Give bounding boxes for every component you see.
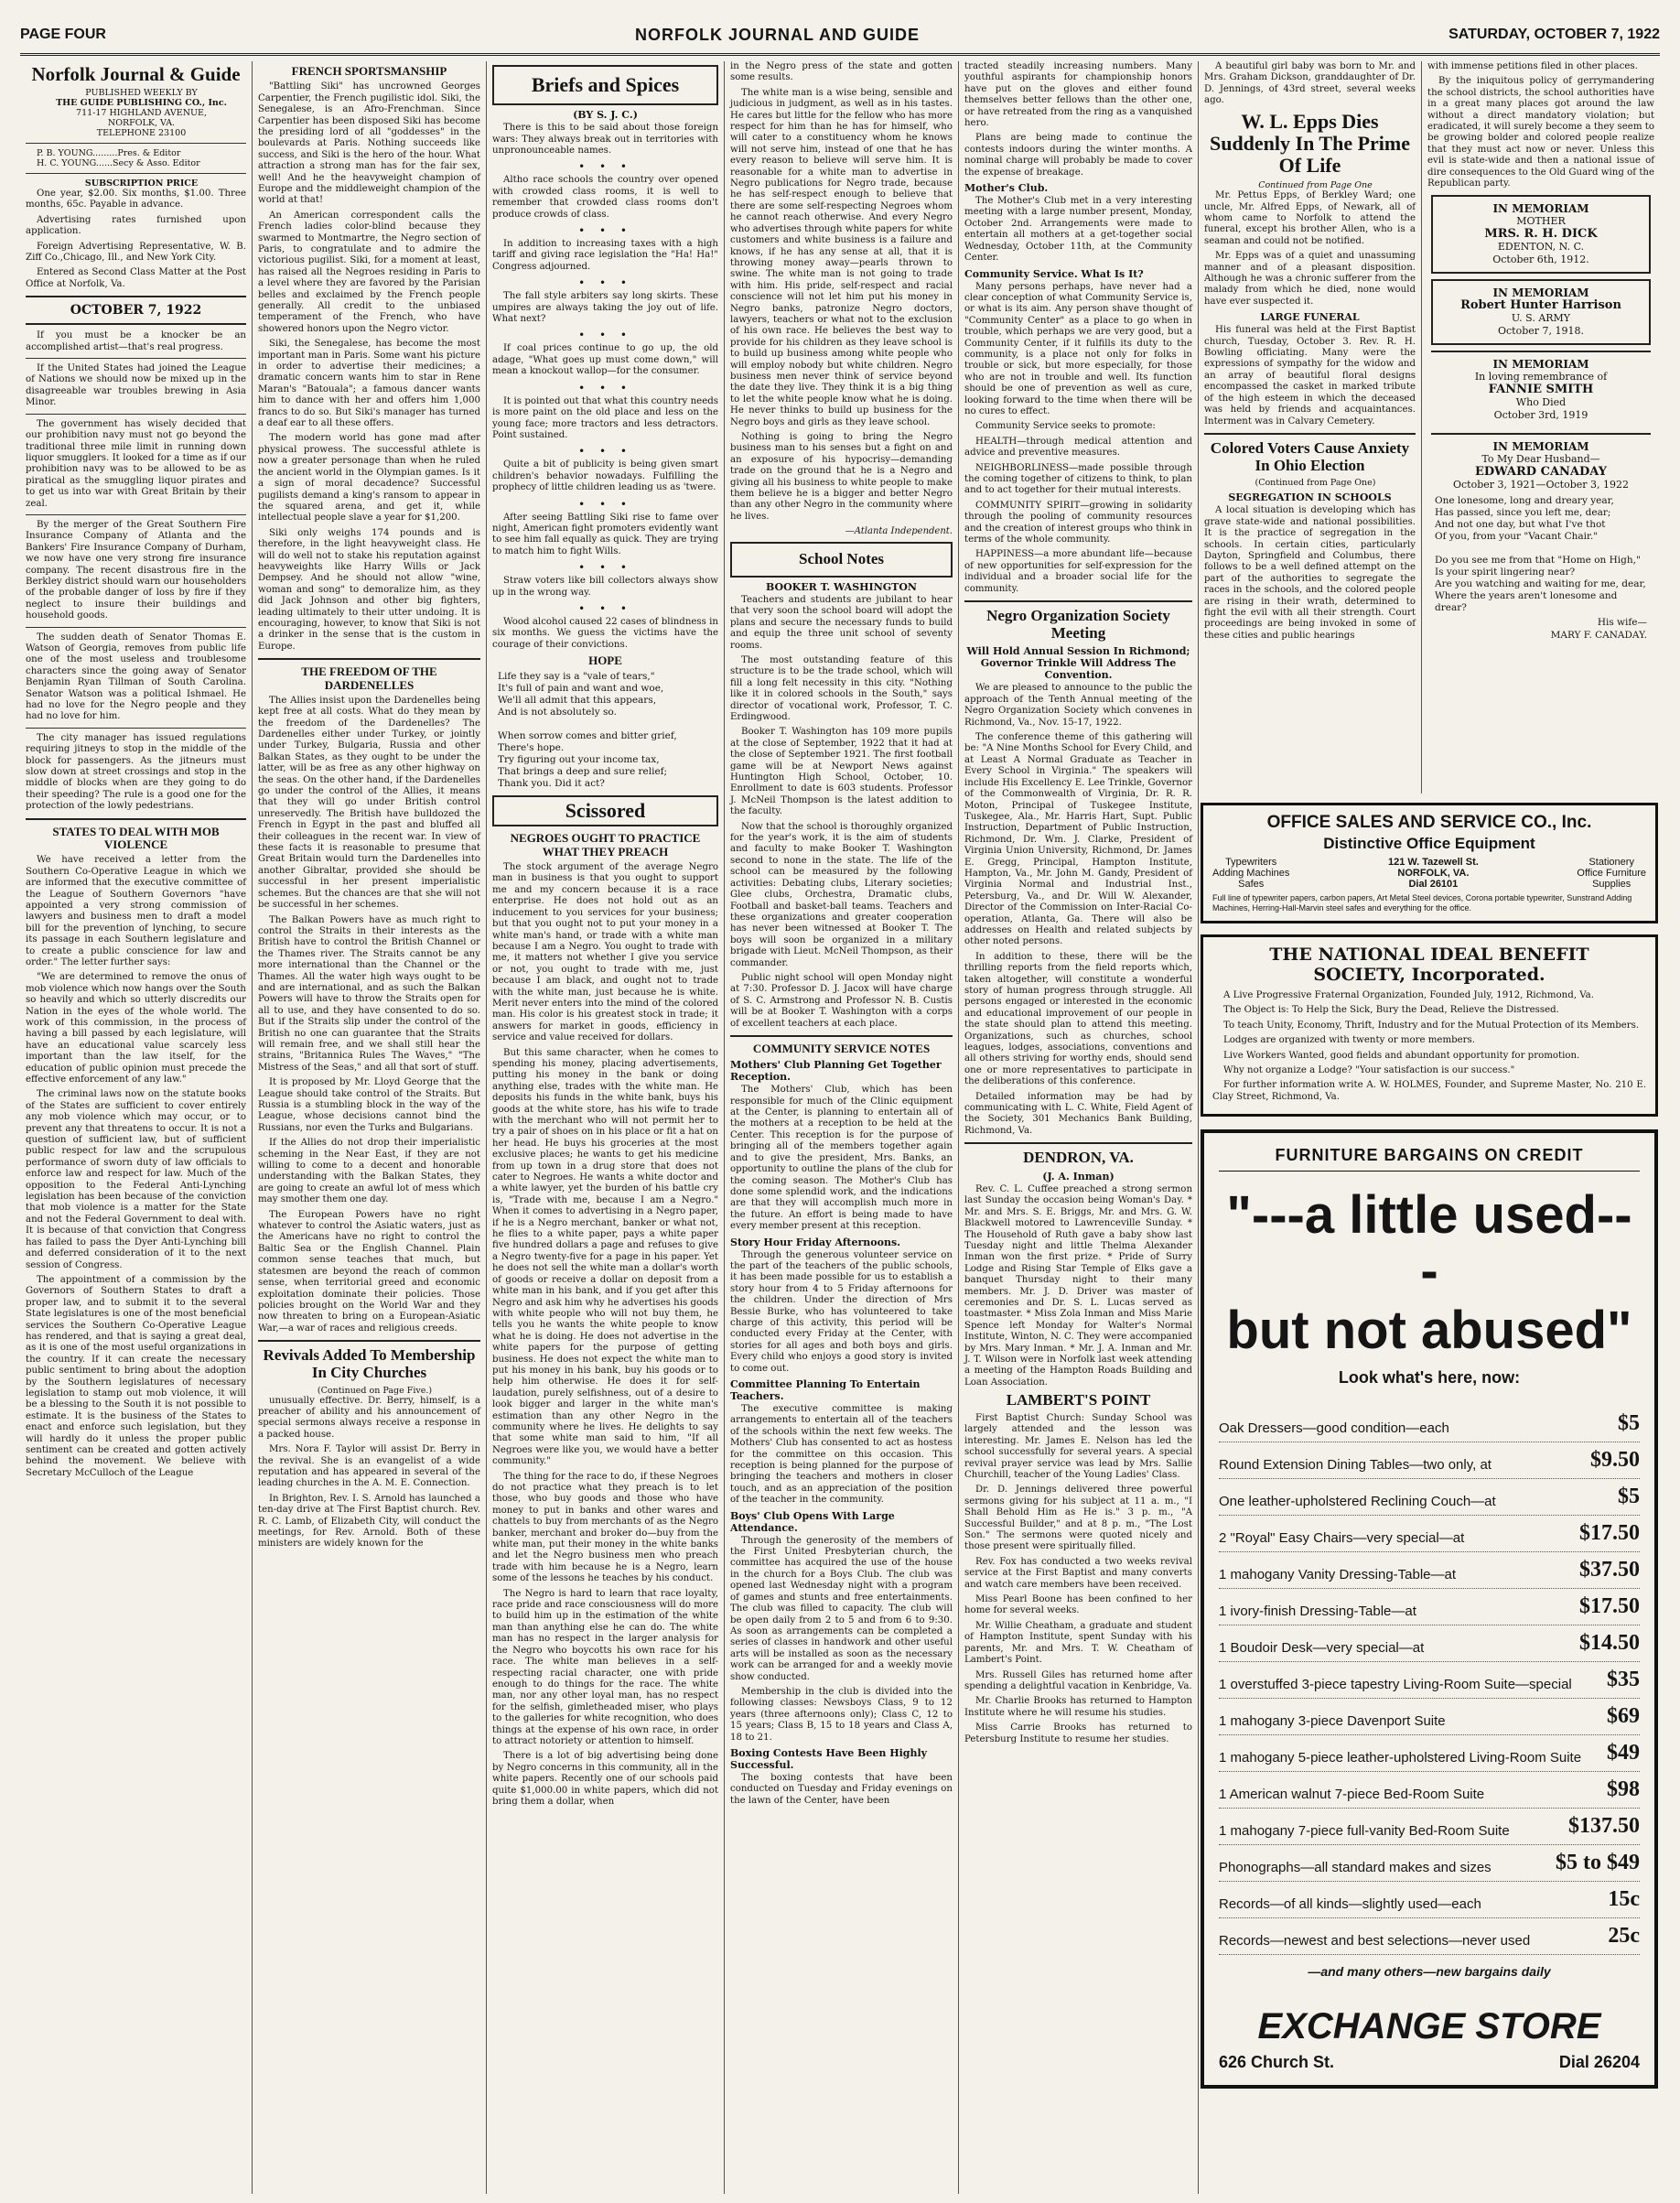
furniture-item-name: Records—newest and best selections—never used [1219, 1932, 1531, 1949]
furniture-item-price: $17.50 [1579, 1593, 1640, 1618]
article-para: The thing for the race to do, if these Negroes do not practice what they preach is to let those, who buy goods and those who have money to put in banks and other wares and chattels to buy from merchants of as the Negro banker, merchant and broker do—buy from the white man, put their money in the white banks and let the Negro business men who preach trade with him because he is a Negro, learn some of the lessons he teaches by his conduct. [492, 1471, 718, 1584]
brief-para: If coal prices continue to go up, the old adage, "What goes up must come down," will mean a knockout wallop—for the consumer. [492, 343, 718, 377]
headline-briefs-spices: Briefs and Spices [531, 73, 680, 96]
entered-second-class: Entered as Second Class Matter at the Post Office at Norfolk, Va. [26, 267, 246, 289]
masthead-staff-2: H. C. YOUNG......Secy & Asso. Editor [37, 158, 200, 168]
article-para: COMMUNITY SPIRIT—growing in solidarity through the pooling of community resources and the creation of interest groups who think in terms of the whole community. [964, 500, 1192, 545]
continued-note: (Continued on Page Five.) [317, 1385, 433, 1396]
furniture-item-name: 1 mahogany 3-piece Davenport Suite [1219, 1712, 1446, 1729]
furniture-item [1219, 1735, 1640, 1772]
furniture-item-name: 1 American walnut 7-piece Bed-Room Suite [1219, 1786, 1485, 1802]
article-para: The Mother's Club met in a very interesting meeting with a large number present, Monday, October 2nd. Arrangements were made to entertain all mothers at a get-together social Wednesday, October 11th, at the Community Center. [964, 196, 1192, 264]
brief-para: There is this to be said about those foreign wars: They always break out in territories with unpronounceable names. [492, 123, 718, 156]
brief-para: After seeing Battling Siki rise to fame over night, American fight promoters evidently want to see him fall equally as quick. They are trying to match him to fight Wills. [492, 512, 718, 556]
article-para: His funeral was held at the First Baptist church, Tuesday, October 3. Rev. R. H. Bowling officiating. Many were the expressions of sympathy for the widow and an array of beautiful floral designs encompassed the casket in marked tribute of the high esteem in which the deceased was held by friends and acquaintances. Interment was in Calvary Cemetery. [1204, 325, 1416, 427]
article-para: Mrs. Nora F. Taylor will assist Dr. Berry in the revival. She is an evangelist of a wide reputation and has appeared in several of the leading churches in the A. M. E. Connection. [258, 1444, 480, 1489]
brief-para: Altho race schools the country over opened with crowded class rooms, it is well to remember that crowded class rooms don't produce crowds of class. [492, 175, 718, 220]
furniture-item [1219, 1772, 1640, 1809]
continued-note: (Continued from Page One) [1255, 478, 1376, 489]
article-para: Nothing is going to bring the Negro business man to his senses but a fight on and an exposure of his hypocrisy—demanding trade on the ground that he is a Negro and giving all his business to white people to make them believe he is a bigger and better Negro than any other Negro in the community where he lives. [730, 432, 953, 522]
furniture-item-price: $14.50 [1579, 1630, 1640, 1655]
masthead-published: PUBLISHED WEEKLY BY [85, 88, 198, 98]
article-para: Mr. Charlie Brooks has returned to Hampton Institute where he will resume his studies. [964, 1696, 1192, 1718]
article-para: By the iniquitous policy of gerrymandering the school districts, the school authorities have in a great many places got around the law without a direct mandatory violation; but eradicated, it will surely become a they seem to be growing bolder and colored people realize that they must act now or never. Unless this evil is state-wide and then a national issue of dire consequences to the Old Guard wing of the Republican party. [1427, 76, 1654, 189]
column-6 [1199, 61, 1422, 794]
memorial-harrison [1431, 279, 1651, 345]
office-sales-ad [1201, 803, 1658, 923]
byline: (BY S. J. C.) [573, 109, 638, 122]
furniture-item-price: $69 [1607, 1703, 1640, 1728]
article-para: The appointment of a commission by the Governors of Southern States to draft a proper law, and to submit it to the several State legislatures is one of the most beneficial services the Southern Co-Operative League has rendered, and that is saying a great deal, as it is one of the most useful organizations in the country. If it can create the necessary public sentiment to bring about the adoption by the Southern legislatures of necessary legislation to stamp out mob violence, it will be a blessing to the South it is not possible to estimate. It is the business of the States to enact and enforce such legislation, but they will hardly do it unless the proper public sentiment can be created and gotten actively behind the movement. We believe with Secretary McCulloch of the League [26, 1274, 246, 1478]
article-para: The conference theme of this gathering will be: "A Nine Months School for Every Child, and at Least A Normal Graduate as Teacher in Every School in Virginia." The speakers will include His Excellency E. Lee Trinkle, Governor of the Commonwealth of Virginia, Dr. R. R. Moton, Principal of Tuskegee Institute, Tuskegee, Ala., Mr. Harris Hart, Supt. Public Instruction, Department of Public Instruction, Richmond, Dr. Wm. J. Clarke, President of Virginia Union University, Richmond, Dr. James E. Gregg, Principal, Hampton Institute, Hampton, Va., Mr. John M. Gandy, President of Virginia Normal and Industrial Inst., Petersburg, Va., and Dr. Will W. Alexander, Director of the Commission on Inter-Racial Co-operation, Atlanta, Ga. There will also be addresses on Health and related subjects by other noted persons. [964, 732, 1192, 947]
subhead: Story Hour Friday Afternoons. [730, 1236, 901, 1248]
editorial-para: The city manager has issued regulations requiring jitneys to stop in the middle of the block for passengers. As the jitneurs must slow down at street crossings and stop in the middle of blocks when are they going to do their speeding? The rule is a good one for the protection of the lowly pedestrians. [26, 732, 246, 812]
page-number: PAGE FOUR [20, 27, 106, 42]
subhead: Boxing Contests Have Been Highly Successful. [730, 1746, 928, 1771]
furniture-item-name: 1 overstuffed 3-piece tapestry Living-Room Suite—special [1219, 1676, 1572, 1692]
furniture-item-price: $49 [1607, 1740, 1640, 1765]
article-para: The modern world has gone mad after physical prowess. The successful athlete is now a greater personage than when he ruled the ancient world in the Olympian games. Is it a sign of moral decadence? Successful pugilists demand a king's ransom to appear in the squared arena, and get it, while intellectual people slave a year for $1,200. [258, 433, 480, 524]
article-para: In addition to these, there will be the thrilling reports from the field reports which, taken altogether, will constitute a wonderful story of human progress through struggle. All persons engaged or interested in the economic and educational improvement of our people in the state should plan to attend this meeting. Organizations, such as churches, school leagues, lodges, associations, conventions and all others striving for worthy ends, should send one or more representatives to participate in the deliberations of this conference. [964, 951, 1192, 1087]
memorial-canaday [1431, 433, 1651, 647]
column-4 [725, 61, 959, 2194]
brief-para: In addition to increasing taxes with a high tariff and giving race legislation the "Ha! Ha!" Congress adjourned. [492, 239, 718, 272]
article-para: Now that the school is thoroughly organized for the year's work, it is the aim of students and faculty to make Booker T. Washington second to none in the state. The life of the school can be measured by the following activities: Debating clubs, Literary societies; Glee clubs, Orchestra, Dramatic clubs, Football and basket-ball teams. Teachers and these organizations and greater cooperation has never been witnessed at Booker T. The boys will soon be organized in a military brigade with Lieut. McNeil Thompson, as their commander. [730, 821, 953, 968]
article-para: The Mothers' Club, which has been responsible for much of the Clinic equipment at the Center, is planning to entertain all of the mothers at a reception to be held at the Center. This reception is for the purpose of bringing all of the members together again and to give the president, Mrs. Banks, an opportunity to outline the plans of the club for the coming season. The Mother's Club has done some splendid work, and the indications are that they will accomplish much more in the future. An effort is being made to have every member present at this reception. [730, 1085, 953, 1232]
article-para: HAPPINESS—a more abundant life—because of new opportunities for self-expression for the individual and a broader social life for the community. [964, 549, 1192, 594]
furniture-item [1219, 1699, 1640, 1735]
ad-title-2: SOCIETY, Incorporated. [1313, 965, 1545, 985]
article-para: An American correspondent calls the French ladies color-blind because they swarmed to Montmartre, the Negro section of Paris, to congratulate and to admire the victorious pugilist. Siki, for a moment at least, has raised all the Negroes residing in Paris to a level where they are favored by the Parisian belles and exclaimed by the French people generally. All credit to the unbiased temperament of the French, who have showered honors upon the Negro victor. [258, 210, 480, 334]
ad-note: Full line of typewriter papers, carbon papers, Art Metal Steel devices, Corona portable typewriter, Sunstrand Adding Machines, Herring-Hall-Marvin steel safes and everything for the office. [1212, 893, 1632, 913]
ad-subtitle: Distinctive Office Equipment [1323, 835, 1535, 852]
article-para: Miss Pearl Boone has been confined to her home for several weeks. [964, 1594, 1192, 1616]
folio-line [20, 16, 1660, 56]
headline-mob-violence: STATES TO DEAL WITH MOB VIOLENCE [52, 824, 220, 851]
column-3: Briefs and Spices (BY S. J. C.) There is this to be said about those foreign wars: They always break out in territories with unpronounceable names. • • • Altho race schools the country over opened with crowded class rooms, it is well to remember that crowded class rooms don't produce crowds of class. • • • In addition to increasing taxes with a high tariff and giving race legislation the "Ha! Ha!" Congress adjourned. • • • The fall style arbiters say long skirts. These umpires are always taking the joy out of life. What next? • • • If coal prices continue to go up, the old adage, "What goes up must come down," will mean a knockout wallop—for the consumer. • • • It is pointed out that what this country needs is more paint on the old place and less on the young face; more tractors and less detractors. Point sustained. • • • Quite a bit of publicity is being given smart children's behavior nowadays. Fulfilling the prophecy of little children leading us as 'twere. • • • After seeing Battling Siki rise to fame over night, American fight promoters evidently want to see him fall equally as quick. They are trying to match him to fight Wills. • • • Straw voters like bill collectors always show up in the wrong way. • • • Wood alcohol caused 22 cases of blindness in six months. We guess the victims have the courage of their convictions. HOPE Life they say is a "vale of tears," It's full of pain and want and woe, We'll all admit that this appears, And is not absolutely so. When sorrow comes and bitter grief, There's hope. Try figuring out your income tax, That brings a deep and sure relief; Thank you. Did it act? Scissored NEGROES OUGHT TO PRACTICE WHAT THEY PREACH The stock argument of the average Negro man in business is that you ought to support me and my concern because it is a race enterprise. He does not hold out as an inducement to you services for your business; but that you ought not to put your money in a white man's hand, or trade with a white man because I am a Negro. You ought to trade with me, it matters not whether I give you service or not, you ought to trade with me, just because I am black, and ought not to trade with the white man, just because he is white. Merit never enters into the mind of the colored man. His color is his greatest stock in trade; it answers for market in goods, efficiency in service and value received for dollars. But this same character, when he comes to spending his money, placing advertisements, putting his money in the bank or doing anything else, trades with the white man. He deposits his funds in the white bank, buys his goods at the white store, has his wife to trade with the merchant who will not permit her to try a pair of shoes on in his place or fit a hat on her head. He buys his groceries at the most exclusive places; he wants to get his medicine from up town in a drug store that does not cater to Negroes. He wants a white doctor and a white lawyer, yet the burden of his battle cry is, "Trade with me, because I am a Negro." When it comes to advertising in a Negro paper, if he is a Negro merchant, banker or what not, he flies to a white paper, pays a white paper five hundred dollars a page and refuses to give a Negro twenty-five for a page in his paper. Yet he does not sell the white man a dollar's worth of goods or receive a dollar on deposit from a white man in his bank, and if you get after this Negro and ask him why he advertises his goods with white people who will not buy them, he tells you he wants the white people to know what he is doing. He does not advertise in the white papers for the purpose of getting business. He does not expect the white man to put his money in his bank, buy his goods or to help him otherwise. He does it for self-laudation, purely selfishness, out of a desire to look bigger and larger in the white man's estimation than any other Negro in the community where he lives. He delights to say that some white man said to him, "If all Negroes were like you, we would have a better community." The thing for the race to do, if these Negroes do not practice what they preach is to let those, who buy goods and those who have money to put in banks and other wares and chattels to buy from merchants of as the Negro banker, merchant and broker do—buy from the white man, put their money in the white banks and let the Negro business men who preach trade with him because he is a Negro, learn some of the lessons he teaches by his conduct. The Negro is hard to learn that race loyalty, race pride and race consciousness will do more to build him up in the estimation of the white man than anything else he can do. The white man has no respect in the larger analysis for the Negro who boycotts his own race for his race. The white man believes in a self-respecting racial character, one with pride enough to do things for the race. The white man, nor any other loyal man, has no respect for the selfish, gimletheaded miser, who plays to the galleries for white recognition, who does things at the expense of his own race, in order to attract notoriety or attention to himself. There is a lot of big advertising being done by Negro concerns in this community, all in the white papers. Recently one of our schools paid quite $1,000.00 in white papers, which did not bring them a dollar, when [487, 61, 725, 2194]
article-para: Detailed information may be had by communicating with L. C. White, Field Agent of the Society, 301 Mechanics Bank Building, Richmond, Va. [964, 1091, 1192, 1136]
memorial-smith [1431, 351, 1651, 427]
article-para: Siki only weighs 174 pounds and is therefore, in the light heavyweight class. He will do well not to stake his reputation against heavyweights like Harry Wills or Jack Dempsey. And he should not allow "wine, woman and song" to demoralize him, as they did Jack Johnson and other big fighters, leading ultimately to their utter undoing. It is encouraging, however, to know that Siki is not a drinker in the sense that is the custom in Europe. [258, 527, 480, 652]
memorial-verse: One lonesome, long and dreary year, Has passed, since you left me, dear; And not one day, but what I've thot Of you, from your "Vacant Chair." Do you see me from that "Home on High," Is your spirit lingering near? Are you watching and waiting for me, dear, Where the years aren't lonesome and drear? [1435, 495, 1646, 614]
headline-french-sportsmanship: FRENCH SPORTSMANSHIP [291, 64, 447, 78]
furniture-item-price: $137.50 [1568, 1813, 1640, 1838]
headline-epps: W. L. Epps Dies Suddenly In The Prime Of Life [1209, 109, 1411, 177]
ad-look: Look what's here, now: [1338, 1367, 1521, 1387]
ad-para: Live Workers Wanted, good fields and abundant opportunity for promotion. [1223, 1050, 1580, 1061]
furniture-item [1219, 1662, 1640, 1699]
furniture-item [1219, 1516, 1640, 1552]
subhead: Mother's Club. [964, 182, 1049, 195]
memorial-name: Robert Hunter Harrison [1460, 298, 1621, 313]
subhead: Boys' Club Opens With Large Attendance. [730, 1509, 895, 1534]
article-para: The European Powers have no right whatever to control the Asiatic waters, just as the Americans have no right to control the Baltic Sea or the English Channel. Plain common sense teaches that much, but statesmen are beyond the reach of common sense, when territorial greed and economic exploitation dominate their policies. Those policies brought on the World War and they now threaten to bring on a European-Asiatic War,—a war of races and religious creeds. [258, 1209, 480, 1334]
newspaper-title: NORFOLK JOURNAL AND GUIDE [635, 25, 921, 44]
headline-lamberts-point: LAMBERT'S POINT [1006, 1391, 1151, 1409]
brief-para: Wood alcohol caused 22 cases of blindness in six months. We guess the victims have the courage of their convictions. [492, 616, 718, 650]
article-para: Mr. Pettus Epps, of Berkley Ward; one uncle, Mr. Alfred Epps, of Newark, all of whom came to Norfolk to attend the funeral, except his brother Allen, who is a seaman and could not be notified. [1204, 190, 1416, 246]
masthead-address: 711-17 HIGHLAND AVENUE, [76, 108, 207, 118]
furniture-item-price: $5 to $49 [1556, 1850, 1640, 1874]
editorial-para: The government has wisely decided that our prohibition navy must not go beyond the traditional three mile limit in running down liquor smugglers. It looked for a time as if our prohibition navy was to be allowed to be as piratical as the smuggling liquor pirates and to get us into war with Great Britain by their zeal. [26, 418, 246, 509]
article-para: Through the generous volunteer service on the part of the teachers of the public schools, it has been made possible for us to establish a story hour from 4 to 5 Friday afternoons for the children. Under the direction of Mrs Bessie Burke, who has volunteered to take charge of this activity, this period will be conducted every Friday at the Center, with stories for all ages and both boys and girls. Every child who enjoys a good story is invited to come out. [730, 1249, 953, 1374]
furniture-item-name: 2 "Royal" Easy Chairs—very special—at [1219, 1529, 1465, 1546]
memorial-place: EDENTON, N. C. [1497, 241, 1585, 254]
article-para: Rev. Fox has conducted a two weeks revival service at the First Baptist and many converts and watch care members have been received. [964, 1556, 1192, 1590]
headline-revivals: Revivals Added To Membership In City Churches [263, 1346, 476, 1381]
ad-title: OFFICE SALES AND SERVICE CO., Inc. [1266, 813, 1592, 832]
ad-right: Stationery Office Furniture Supplies [1577, 857, 1646, 890]
brief-para: Straw voters like bill collectors always show up in the wrong way. [492, 576, 718, 598]
memorial-title: IN MEMORIAM [1492, 202, 1589, 216]
article-para: A local situation is developing which has grave state-wide and national possibilities. It is the practice of segregation in the schools. In certain cities, particularly Dayton, Springfield and Columbus, there follows to be a well defined attempt on the part of the authorities to segregate the races in the schools, and the colored people are rising in their wrath, determined to fight the evil with all their strength. Court proceedings are being invoked in some of these cities and public hearings [1204, 505, 1416, 641]
masthead-staff-1: P. B. YOUNG.........Pres. & Editor [37, 148, 181, 158]
headline-school-notes: School Notes [798, 550, 885, 568]
article-para: But this same character, when he comes to spending his money, placing advertisements, putting his money in the bank or doing anything else, trades with the white man. He deposits his funds in the white bank, buys his goods at the white store, has his wife to trade with the merchant who will not permit her to try a pair of shoes on in his place or fit a hat on her head. He buys his groceries at the most exclusive places; he wants to get his medicine from up town in a drug store that does not cater to Negroes. He wants a white doctor and a white lawyer, yet the burden of his battle cry is, "Trade with me, because I am a Negro." When it comes to advertising in a Negro paper, if he is a Negro merchant, banker or what not, he flies to a white paper, pays a white paper five hundred dollars a page and refuses to give a Negro twenty-five for a page in his paper. Yet he does not sell the white man a dollar's worth of goods or receive a dollar on deposit from a white man in his bank, and if you get after this Negro and ask him why he advertises his goods with white people who will not buy them, he tells you he wants the white people to know what he is doing. He does not advertise in the white papers for the purpose of getting business. He does not expect the white man to put his money in his bank, buy his goods or to help him otherwise. He does it for self-laudation, purely selfishness, out of a desire to look bigger and larger in the white man's estimation than any other Negro in the community where he lives. He delights to say that some white man said to him, "If all Negroes were like you, we would have a better community." [492, 1047, 718, 1467]
subhead: Mothers' Club Planning Get Together Reception. [730, 1059, 942, 1084]
furniture-item-price: $37.50 [1579, 1557, 1640, 1582]
article-para: Membership in the club is divided into the following classes: Newsboys Class, 9 to 12 years (three afternoons only); Class C, 12 to 15 years; Class B, 15 to 18 years and Class A, 18 to 21. [730, 1686, 953, 1743]
memorial-place: U. S. ARMY [1511, 312, 1571, 325]
article-para: Siki, the Senegalese, has become the most important man in Paris. Some want his picture in order to advertise their medicines; a dramatic concern wants him to star in Rene Maran's "Batouala"; a famous dancer wants him to dance with her and offers him 1,000 francs to do so. But Siki's manager has turned a deaf ear to all these offers. [258, 339, 480, 429]
article-para: The Balkan Powers have as much right to control the Straits in their interests as the British have to control the British Channel or the Thames river. The Straits cannot be any more international than the Channel or the Thames. All the water high ways ought to be and are international, and as such the Balkan Powers will have to throw the Straits open for all to use, and they have consented to do so. But if the Straits slip under the control of the British no one can guarantee that the Straits will remain free, and we shall still hear the strains, "Britannica Rules The Waves," "The Mistress of the Seas," and all that sort of stuff. [258, 914, 480, 1073]
editorial-para: The sudden death of Senator Thomas E. Watson of Georgia, removes from public life one of the most useless and troublesome characters since the going away of Senator Benjamin Ryan Tillman of South Carolina. Senator Watson was a political Ishmael. He had no love for the Negro people and they had no love for him. [26, 632, 246, 722]
subscription-title: SUBSCRIPTION PRICE [84, 178, 199, 189]
furniture-item-name: Records—of all kinds—slightly used—each [1219, 1895, 1481, 1912]
furniture-item [1219, 1442, 1640, 1479]
issue-date: SATURDAY, OCTOBER 7, 1922 [1448, 27, 1660, 42]
ad-para: To teach Unity, Economy, Thrift, Industry and for the Mutual Protection of its Members. [1223, 1020, 1640, 1031]
article-para: unusually effective. Dr. Berry, himself, is a preacher of ability and his announcement of special sermons always receive a response in a packed house. [258, 1395, 480, 1440]
poem-title: HOPE [588, 653, 622, 668]
column-2 [253, 61, 487, 2194]
article-para: tracted steadily increasing numbers. Many youthful aspirants for championship honors have put on the gloves and either found themselves better fellows than the other one, or have retreated from the ring as a vanquished hero. [964, 61, 1192, 129]
article-para: The executive committee is making arrangements to entertain all of the teachers of the schools within the next few weeks. The Mothers' Club has consented to act as hostess for the committee on this occasion. This reception is being planned for the purpose of bringing the teachers and mothers in closer touch, and as an appreciation of the position of the teacher in the community. [730, 1404, 953, 1506]
ad-para: A Live Progressive Fraternal Organization, Founded July, 1912, Richmond, Va. [1223, 990, 1594, 1000]
foreign-advertising: Foreign Advertising Representative, W. B. Ziff Co.,Chicago, Ill., and New York City. [26, 241, 246, 264]
article-para: HEALTH—through medical attention and advice and preventive measures. [964, 436, 1192, 459]
store-address: 626 Church St. [1219, 2052, 1335, 2071]
furniture-item [1219, 1625, 1640, 1662]
article-para: In Brighton, Rev. I. S. Arnold has launched a ten-day drive at The First Baptist church. Rev. R. C. Lamb, of Elizabeth City, will conduct the meetings, for Rev. Arnold. Both of these ministers are widely known for the [258, 1493, 480, 1550]
article-para: A beautiful girl baby was born to Mr. and Mrs. Graham Dickson, granddaughter of Dr. D. Jennings, of 43rd street, several weeks ago. [1204, 61, 1416, 106]
subhead: Committee Planning To Entertain Teachers. [730, 1378, 921, 1403]
article-para: in the Negro press of the state and gotten some results. [730, 61, 953, 83]
furniture-item [1219, 1809, 1640, 1845]
article-para: If the Allies do not drop their imperialistic scheming in the Near East, if they are not willing to come to a decent and honorable understanding with the Balkan States, they are going to create an awful lot of mess which may smother them one day. [258, 1138, 480, 1205]
memorial-date: October 3, 1921—October 3, 1922 [1452, 479, 1630, 491]
right-region [1199, 61, 1660, 2194]
memorial-name: FANNIE SMITH [1488, 383, 1594, 397]
article-para: Through the generosity of the members of the First United Presbyterian church, the committee has acquired the use of the house in the church for a Boys Club. The club was opened last Wednesday night with a program of games and stunts and free entertainments. The club was filled to capacity. The club will be open daily from 2 to 5 and from 6 to 9:30. As soon as arrangements can be completed a series of classes in handwork and other useful arts will be installed as soon as the necessary work can be arranged for and a weekly movie show conducted. [730, 1535, 953, 1682]
editorial-para: If you must be a knocker be an accomplished artist—that's real progress. [26, 330, 246, 352]
article-para: It is proposed by Mr. Lloyd George that the League should take control of the Straits. But Russia is a stumbling block in the way of the League, whose decisions cannot bind the Russians, nor even the Turks and Bulgarians. [258, 1077, 480, 1133]
subscription-text: One year, $2.00. Six months, $1.00. Three months, 65c. Payable in advance. [26, 189, 246, 211]
ad-para: Why not organize a Lodge? "Your satisfaction is our success." [1223, 1065, 1515, 1076]
deck: Will Hold Annual Session In Richmond; Governor Trinkle Will Address The Convention. [966, 645, 1190, 682]
article-para: The Negro is hard to learn that race loyalty, race pride and race consciousness will do more to build him up in the estimation of the white man than anything else he can do. The white man has no respect in the larger analysis for the Negro who boycotts his own race for his race. The white man believes in a self-respecting racial character, one with pride enough to do things for the race. The white man, nor any other loyal man, has no respect for the selfish, gimletheaded miser, who plays to the galleries for white recognition, who does things at the expense of his own race, in order to attract notoriety or attention to himself. [492, 1588, 718, 1746]
continued-note: Continued from Page One [1258, 180, 1373, 191]
masthead-telephone: TELEPHONE 23100 [96, 128, 187, 138]
article-para: Mrs. Russell Giles has returned home after spending a delightful vacation in Kenbridge, Va. [964, 1669, 1192, 1691]
masthead-name: Norfolk Journal & Guide [31, 63, 241, 85]
masthead-publisher: THE GUIDE PUBLISHING CO., Inc. [56, 98, 227, 108]
article-para: Dr. D. Jennings delivered three powerful sermons giving for his subject at 11 a. m., "I Shall Behold Him as He is." 3 p. m., "A Successful Builder," and at 8 p. m., "The Lost Son." The sermons were quoted nicely and those present were spiritually filled. [964, 1485, 1192, 1552]
memorial-date: October 7, 1918. [1497, 325, 1584, 338]
article-para: We have received a letter from the Southern Co-Operative League in which we are informed that the executive committee of the League of Southern Governors "have appointed a very strong commission of lawyers and business men to draft a model bill for the prevention of lynching, to secure its passage in each Southern legislature and to create a public conscience for law and order." The letter further says: [26, 855, 246, 967]
article-source: —Atlanta Independent. [845, 526, 953, 537]
article-para: The boxing contests that have been conducted on Tuesday and Friday evenings on the lawn of the Center, have been [730, 1772, 953, 1806]
ad-para: For further information write A. W. HOLMES, Founder, and Supreme Master, No. 210 E. Clay Street, Richmond, Va. [1212, 1080, 1646, 1102]
article-para: The Allies insist upon the Dardenelles being kept free at all costs. What do they mean by the freedom of the Dardenelles? The Dardenelles either under Turkey, or jointly under Turkey, Bulgaria, Russia and other Balkan States, as they ought to be under the latter, will be as free as any other highway on the seas. On the other hand, if the Dardenelles go under the control of the Allies, it means that they will go under British control unreservedly. The British have bulldozed the French in Egypt in the past and bluffed all their colleagues in the recent war. In view of these facts it is reasonable to presume that Great Britain would turn the Dardenelles into another Gibraltar, provided she should be successful in her present imperialistic schemes. But the chances are that she will not be successful in her schemes. [258, 695, 480, 911]
furniture-item-name: 1 mahogany 5-piece leather-upholstered Living-Room Suite [1219, 1749, 1582, 1766]
article-para: Rev. C. L. Cuffee preached a strong sermon last Sunday the occasion being Woman's Day. * Mr. and Mrs. S. E. Briggs, Mr. and Mrs. G. W. Blackwell motored to Lawrenceville Sunday. * The Household of Ruth gave a baby show last Tuesday night and little Thelma Alexander Inman won the first prize. * Pride of Surry Lodge and Rising Star Temple of Elks gave a banquet Thursday night to their many members. Mr. J. D. Driver was master of ceremonies and Dr. S. L. Lucas served as toastmaster. * Miss Zola Inman and Miss Marie Spence left Monday for Walter's Normal Institute, Winton, N. C. They were accompanied by Mrs. Mary Inman. * Mr. J. A. Inman and Mr. J. T. Wilson were in Norfolk last week attending a meeting of the Hampton Roads Building and Loan Association. [964, 1183, 1192, 1388]
furniture-item-price: $9.50 [1590, 1447, 1640, 1472]
masthead-city: NORFOLK, VA. [107, 118, 176, 128]
article-para: Booker T. Washington has 109 more pupils at the close of September, 1922 that it had at the close of September 1921. The first football game will be at Newport News against Huntington High School, October, 10. Enrollment to date is 603 students. Professor J. McNeil Thompson is the latest addition to the faculty. [730, 727, 953, 817]
article-para: Miss Carrie Brooks has returned to Petersburg Institute to resume her studies. [964, 1722, 1192, 1744]
furniture-item-name: 1 ivory-finish Dressing-Table—at [1219, 1603, 1416, 1619]
memorial-name: EDWARD CANADAY [1474, 465, 1608, 480]
column-1 [20, 61, 253, 2194]
article-para: Community Service seeks to promote: [975, 421, 1156, 432]
article-para: First Baptist Church: Sunday School was largely attended and the lesson was interesting. Mr. James E. Nelson has led the school successfully for several years. A special revival prayer service was lead by Mrs. Sallie Churchill, teacher of the Young Ladies' Class. [964, 1412, 1192, 1480]
article-para: NEIGHBORLINESS—made possible through the coming together of citizens to think, to plan and to act together for their mutual interests. [964, 462, 1192, 496]
memorial-date: October 6th, 1912. [1492, 254, 1589, 266]
memorial-date: October 3rd, 1919 [1493, 409, 1588, 422]
furniture-item-price: $17.50 [1579, 1520, 1640, 1545]
memorial-signature: His wife— MARY F. CANADAY. [1550, 617, 1647, 642]
article-para: Mr. Willie Cheatham, a graduate and student of Hampton Institute, spent Sunday with his parents, Mr. and Mrs. T. W. Cheatham of Lambert's Point. [964, 1620, 1192, 1666]
editorial-para: If the United States had joined the League of Nations we should now be mixed up in the disagreeable war troubles brewing in Asia Minor. [26, 363, 246, 408]
ad-title: FURNITURE BARGAINS ON CREDIT [1219, 1146, 1640, 1172]
furniture-item-price: $35 [1607, 1667, 1640, 1691]
ad-title: THE NATIONAL IDEAL BENEFIT [1269, 945, 1589, 965]
headline-negroes-practice: NEGROES OUGHT TO PRACTICE WHAT THEY PREACH [510, 831, 701, 859]
subhead: Community Service. What Is It? [964, 267, 1144, 280]
ad-foot: —and many others—new bargains daily [1308, 1963, 1551, 1979]
furniture-item-name: Oak Dressers—good condition—each [1219, 1420, 1449, 1436]
furniture-item-name: 1 Boudoir Desk—very special—at [1219, 1639, 1425, 1656]
article-para: Plans are being made to continue the contests indoors during the winter months. A nominal charge will probably be made to cover the expense of breakage. [964, 133, 1192, 178]
brief-para: It is pointed out that what this country needs is more paint on the old place and less on the young face; more tractors and less detractors. Point sustained. [492, 395, 718, 440]
article-para: Many persons perhaps, have never had a clear conception of what Community Service is, or what is its aim. Any person shave thought of "Community Center" as a place to go when in trouble, which perhaps we are very good, but a Community Center, if it fulfills its duty to the community, is a place not only for folks in trouble or sick, but more especially, for those who are not in trouble and well. Its function should be one of prevention as well as cure, looking forward to the time when there will be no cures to effect. [964, 281, 1192, 416]
furniture-item-name: 1 mahogany 7-piece full-vanity Bed-Room Suite [1219, 1822, 1510, 1839]
memorial-line: In loving remembrance of [1474, 371, 1608, 383]
headline-negro-organization: Negro Organization Society Meeting [986, 607, 1170, 642]
article-para: The criminal laws now on the statute books of the States are sufficient to cover entirely any mob violence which may occur, or to prevent any that threatens to occur. It is not a question of sufficient law, but of sufficient public respect for law and the scrupulous performance of sworn duty of law officials to enforce law and respect for law. Much of the opposition to the Federal Anti-Lynching legislation has been because of the conviction that mob violence is a matter for the State and not the Federal Government to deal with. It is because of that conviction that Congress has failed to pass the Dyer Anti-Lynching bill and deferred consideration of it to the next session of Congress. [26, 1089, 246, 1270]
store-phone: Dial 26204 [1558, 2052, 1640, 2071]
article-para: The most outstanding feature of this structure is to be the trade school, which will fill a long felt necessity in this city. "Nothing like it in colored schools in the South," says director of vocational work, Professor, T. C. Erdingwood. [730, 654, 953, 722]
memorial-dick [1431, 195, 1651, 274]
article-para: The white man is a wise being, sensible and judicious in judgment, as well as in his tastes. He cares but little for the fellow who has more respect for him than he has for himself, who will cater to a constituency whom he knows will not serve him, instead of one that he has every reason to believe will serve him. It is reasonable for a white man to advertise in Negro publications for Negro trade, because he has self-respect enough to believe that there are some self-respecting Negroes whom he cannot reach otherwise. And every Negro who advertises through white papers for white customers and white business is a failure and knows, if he has any sense at all, that it is throwing money away—pearls thrown to swine. The white man is not going to trade with him. His pride, self-respect and racial conscience will not let him put his money in Negro banks, patronize Negro doctors, lawyers, teachers or what not to the exclusion of his own race. He believes the best way to provide for his children as they leave school is to build up business among white people who will employ nobody but white children. Negro business men never think of service beyond the date they live. They think it is a big thing to let the white people know what he is doing. He never thinks to build up business for the Negro boys and girls as they leave school. [730, 87, 953, 427]
brief-para: Quite a bit of publicity is being given smart children's behavior nowadays. Fulfilling the prophecy of little children leading us as 'twere. [492, 459, 718, 493]
furniture-item-price: 15c [1608, 1886, 1640, 1911]
brief-para: The fall style arbiters say long skirts. These umpires are always taking the joy out of life. What next? [492, 291, 718, 325]
furniture-list [1219, 1406, 1640, 1955]
article-para: Teachers and students are jubilant to hear that very soon the school board will adopt the plans and secure the necessary funds to build and equip the three unit school of seventy rooms. [730, 594, 953, 651]
ad-slogan-2: but not abused" [1226, 1301, 1632, 1361]
advertising-text: Advertising rates furnished upon application. [26, 214, 246, 237]
ideal-benefit-ad [1201, 934, 1658, 1117]
furniture-item-price: $5 [1618, 1484, 1640, 1508]
poem-text: Life they say is a "vale of tears," It's full of pain and want and woe, We'll all admit that this appears, And is not absolutely so. When sorrow comes and bitter grief, There's hope. Try figuring out your income tax, That brings a deep and sure relief; Thank you. Did it act? [498, 671, 677, 790]
memorial-place: Who Died [1515, 396, 1567, 409]
column-7 [1422, 61, 1660, 794]
article-para: There is a lot of big advertising being done by Negro concerns in this community, all in the white papers. Recently one of our schools paid quite $1,000.00 in white papers, which did not bring them a dollar, when [492, 1751, 718, 1807]
subhead: SEGREGATION IN SCHOOLS [1228, 491, 1392, 504]
furniture-item [1219, 1479, 1640, 1516]
headline-dardenelles: THE FREEDOM OF THE DARDENELLES [301, 664, 437, 692]
memorial-name: MRS. R. H. DICK [1484, 227, 1598, 242]
memorial-line: To My Dear Husband— [1481, 453, 1600, 466]
scissored-banner: Scissored [492, 795, 718, 826]
memorial-title: IN MEMORIAM [1492, 440, 1589, 454]
memorial-line: MOTHER [1516, 215, 1566, 228]
headline-dendron: DENDRON, VA. [1023, 1149, 1134, 1167]
furniture-item [1219, 1406, 1640, 1442]
school-name: BOOKER T. WASHINGTON [766, 580, 917, 593]
furniture-item-name: One leather-upholstered Reclining Couch—at [1219, 1493, 1496, 1509]
furniture-item [1219, 1845, 1640, 1882]
furniture-ad [1201, 1129, 1658, 2089]
furniture-item-price: $5 [1618, 1410, 1640, 1435]
furniture-item-name: Phonographs—all standard makes and sizes [1219, 1859, 1492, 1875]
furniture-item [1219, 1552, 1640, 1589]
column-5 [959, 61, 1199, 2194]
article-para: We are pleased to announce to the public the approach of the Tenth Annual meeting of the Negro Organization Society which convenes in Richmond, Va., Nov. 15-17, 1922. [964, 683, 1192, 728]
subhead: LARGE FUNERAL [1260, 311, 1360, 324]
article-para: "Battling Siki" has uncrowned Georges Carpentier, the French pugilistic idol. Siki, the Senegalese, is an Afro-Frenchman. Since Carpentier has been disposed Siki has become the presiding lord of all "goddesses" in the boulevards at Paris. Nothing succeeds like success, and Siki is the hero of the hour. What attraction a strong man has for the fair sex, well! And he the heavyweight champion of Europe and the middleweight champion of the world at that! [258, 81, 480, 206]
editorial-date: OCTOBER 7, 1922 [70, 303, 202, 319]
article-para: Public night school will open Monday night at 7:30. Professor D. J. Jacox will have charge of S. C. Armstrong and Professor N. B. Custis will be at Booker T. Washington with a corps of excellent teachers at each place. [730, 972, 953, 1029]
headline-community-service: COMMUNITY SERVICE NOTES [752, 1041, 931, 1055]
store-name: EXCHANGE STORE [1257, 2005, 1601, 2046]
furniture-item [1219, 1882, 1640, 1918]
editorial-para: By the merger of the Great Southern Fire Insurance Company of Atlanta and the Bankers' Fire Insurance Company of Durham, we now have one very strong fire insurance company. The recent disastrous fire in the Berkley district should warn our householders of the probable danger of loss by fire if they neglect to insure their buildings and household goods. [26, 519, 246, 621]
article-para: with immense petitions filed in other places. [1427, 61, 1638, 71]
ad-left: Typewriters Adding Machines Safes [1212, 857, 1290, 890]
headline-ohio-election: Colored Voters Cause Anxiety In Ohio Election [1210, 438, 1410, 474]
furniture-item [1219, 1918, 1640, 1955]
memorial-title: IN MEMORIAM [1492, 286, 1589, 300]
furniture-item-price: $98 [1607, 1776, 1640, 1801]
article-para: The stock argument of the average Negro man in business is that you ought to support me and my concern because it is a race enterprise. He does not hold out as an inducement to you services for your business; but that you ought not to put your money in a white man's hand, or trade with a white man because I am a Negro. You ought to trade with me, it matters not whether I give you service or not, you ought to trade with me, just because I am black, and ought not to trade with the white man, just because he is white. Merit never enters into the mind of the colored man. His color is his greatest stock in trade; it answers for market in goods, efficiency in service and value received for dollars. [492, 862, 718, 1043]
furniture-item-name: Round Extension Dining Tables—two only, at [1219, 1456, 1492, 1473]
memorial-title: IN MEMORIAM [1492, 358, 1589, 372]
furniture-item-price: 25c [1608, 1923, 1640, 1948]
byline: (J. A. Inman) [1042, 1170, 1115, 1182]
ad-para: Lodges are organized with twenty or more members. [1223, 1035, 1475, 1046]
ad-address: 121 W. Tazewell St. NORFOLK, VA. Dial 26101 [1387, 857, 1479, 890]
furniture-item [1219, 1589, 1640, 1625]
furniture-item-name: 1 mahogany Vanity Dressing-Table—at [1219, 1566, 1457, 1582]
article-para: "We are determined to remove the onus of mob violence which now hangs over the South so heavily and which so utterly discredits our Nation in the eyes of the whole world. The work of this commission, in the process of having a bill passed by each legislature, will have an educational value scarcely less important than the law itself, for the education of public opinion must precede the effective enforcement of any law." [26, 972, 246, 1085]
ad-slogan-1: "---a little used--- [1226, 1185, 1632, 1301]
article-para: Mr. Epps was of a quiet and unassuming manner and of a pleasant disposition. Although he was a chronic sufferer from the malady from which he died, none would have ever suspected it. [1204, 251, 1416, 307]
ad-para: The Object is: To Help the Sick, Bury the Dead, Relieve the Distressed. [1223, 1005, 1559, 1016]
